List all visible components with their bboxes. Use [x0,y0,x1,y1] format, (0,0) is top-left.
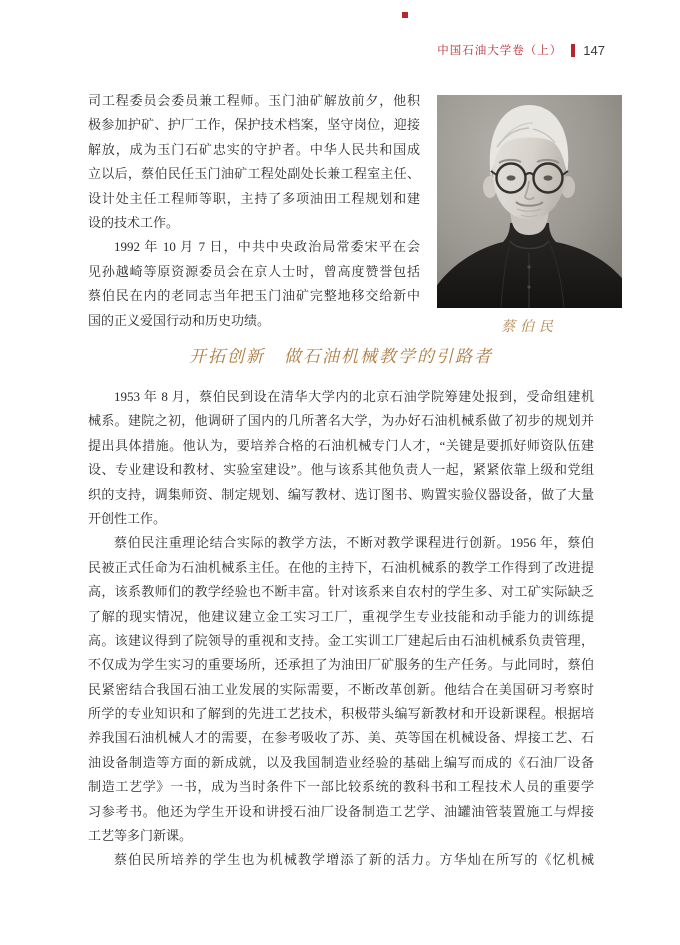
text-line: 提出具体措施。他认为，要培养合格的石油机械专门人才，“关键是要抓好师资队伍建 [88,437,594,453]
text-line: 开创性工作。 [88,510,167,526]
photo-caption: 蔡伯民 [501,320,558,335]
text-line: 了解的现实情况，他建议建立金工实习工厂，重视学生专业技能和动手能力的训练提 [88,608,594,624]
text-line: 所学的专业知识和了解到的先进工艺技术，积极带头编写新教材和开设新课程。根据培 [88,706,594,722]
section-heading: 开拓创新 做石油机械教学的引路者 [189,347,493,366]
text-line: 民被正式任命为石油机械系主任。在他的主持下，石油机械系的教学工作得到了改进提 [88,559,594,575]
text-line: 习参考书。他还为学生开设和讲授石油厂设备制造工艺学、油罐油管装置施工与焊接 [88,803,594,819]
page-number: 147 [583,42,605,58]
header-divider-bar [571,44,575,57]
text-line: 高，该系教师们的教学经验也不断丰富。针对该系来自农村的学生多、对工矿实际缺乏 [88,584,594,600]
text-line: 国的正义爱国行动和历史功绩。 [88,312,271,328]
red-corner-mark [402,12,408,18]
text-line: 解放，成为玉门石矿忠实的守护者。中华人民共和国成 [88,141,420,157]
portrait-figure [437,95,622,336]
text-line: 蔡伯民注重理论结合实际的教学方法，不断对教学课程进行创新。1956 年，蔡伯 [114,535,594,551]
text-line: 蔡伯民所培养的学生也为机械教学增添了新的活力。方华灿在所写的《忆机械 [114,852,594,868]
text-column-left [88,89,420,333]
text-line: 高。该建议得到了院领导的重视和支持。金工实训工厂建起后由石油机械系负责管理， [88,632,594,648]
text-line: 制造工艺学》一书，成为当时条件下一部比较系统的教科书和工程技术人员的重要学 [88,779,594,795]
text-line: 械系。建院之初，他调研了国内的几所著名大学，为办好石油机械系做了初步的规划并 [88,413,594,429]
text-line: 不仅成为学生实习的重要场所，还承担了为油田厂矿服务的生产任务。与此同时，蔡伯 [88,657,594,673]
text-line: 油设备制造等方面的新成就，以及我国制造业经验的基础上编写而成的《石油厂设备 [88,754,594,770]
text-line: 1953 年 8 月，蔡伯民到设在清华大学内的北京石油学院筹建处报到，受命组建机 [114,389,594,404]
text-line: 司工程委员会委员兼工程师。玉门油矿解放前夕，他积 [88,93,420,108]
text-line: 养我国石油机械人才的需要，在参考吸收了苏、美、英等国在机械设备、焊接工艺、石 [88,730,594,746]
text-line: 设的技术工作。 [88,214,180,230]
text-line: 见孙越崎等原资源委员会在京人士时，曾高度赞誉包括 [88,263,420,279]
text-line: 极参加护矿、护厂工作，保护技术档案，坚守岗位，迎接 [88,117,420,133]
page-header [437,42,605,58]
text-line: 1992 年 10 月 7 日，中共中央政治局常委宋平在会 [114,239,420,255]
portrait-photo [437,95,622,308]
header-title: 中国石油大学卷（上） [437,45,563,57]
text-line: 设计处主任工程师等职，主持了多项油田工程规划和建 [88,190,420,206]
text-line: 民紧密结合我国石油工业发展的实际需要，不断改革创新。他结合在美国研习考察时 [88,681,594,697]
text-line: 立以后，蔡伯民任玉门油矿工程处副处长兼工程室主任、 [88,166,420,182]
text-line: 蔡伯民在内的老同志当年把玉门油矿完整地移交给新中 [88,288,420,304]
text-column-full [88,385,594,873]
text-line: 织的支持，调集师资、制定规划、编写教材、选订图书、购置实验仪器设备，做了大量 [88,486,594,502]
text-line: 设、专业建设和教材、实验室建设”。他与该系其他负责人一起，紧紧依靠上级和党组 [88,462,594,478]
text-line: 工艺等多门新课。 [88,828,193,844]
